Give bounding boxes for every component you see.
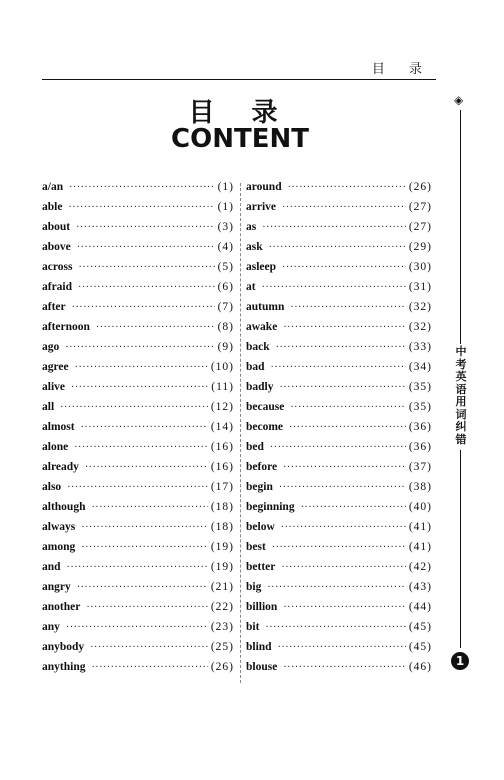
toc-entry: [246, 621, 432, 641]
dot-leader: [288, 182, 406, 193]
toc-entry: [246, 481, 432, 501]
toc-entry-page: (25): [210, 641, 234, 653]
dot-leader: [278, 642, 406, 653]
toc-entry-word: alone: [42, 441, 69, 453]
toc-entry-page: (22): [210, 601, 234, 613]
dot-leader: [91, 502, 207, 513]
dot-leader: [72, 302, 215, 313]
toc-entry: [246, 441, 432, 461]
toc-entry-word: above: [42, 241, 71, 253]
toc-entry-page: (33): [408, 341, 432, 353]
toc-entry: [246, 181, 432, 201]
dot-leader: [91, 662, 207, 673]
dot-leader: [60, 402, 208, 413]
dot-leader: [283, 462, 406, 473]
toc-entry-page: (21): [210, 581, 234, 593]
dot-leader: [69, 182, 214, 193]
dot-leader: [81, 522, 208, 533]
toc-entry-word: bit: [246, 621, 260, 633]
toc-entry-page: (35): [408, 381, 432, 393]
dot-leader: [75, 362, 208, 373]
toc-entry-page: (36): [408, 441, 432, 453]
dot-leader: [280, 382, 406, 393]
toc-entry: [42, 621, 234, 641]
column-divider: [240, 183, 241, 683]
toc-entry: [42, 481, 234, 501]
toc-entry-word: afraid: [42, 281, 73, 293]
dot-leader: [290, 302, 405, 313]
dot-leader: [85, 462, 208, 473]
toc-entry-word: anything: [42, 661, 86, 673]
dot-leader: [271, 362, 406, 373]
toc-entry-page: (32): [408, 321, 432, 333]
page-title-en: CONTENT: [171, 124, 309, 154]
toc-entry-word: begin: [246, 481, 273, 493]
toc-entry: [246, 661, 432, 681]
toc-entry: [246, 641, 432, 661]
toc-entry-page: (14): [210, 421, 234, 433]
toc-entry: [246, 381, 432, 401]
toc-entry-word: billion: [246, 601, 278, 613]
toc-entry: [42, 281, 234, 301]
toc-entry-word: any: [42, 621, 60, 633]
toc-entry: [42, 561, 234, 581]
dot-leader: [283, 602, 406, 613]
dot-leader: [290, 402, 405, 413]
toc-entry-page: (8): [217, 321, 234, 333]
dot-leader: [265, 622, 405, 633]
toc-entry: [42, 381, 234, 401]
toc-entry-page: (3): [217, 221, 234, 233]
toc-entry: [42, 241, 234, 261]
toc-entry: [42, 541, 234, 561]
dot-leader: [66, 622, 208, 633]
dot-leader: [279, 482, 406, 493]
dot-leader: [81, 542, 208, 553]
toc-entry-word: because: [246, 401, 285, 413]
toc-entry-page: (41): [408, 541, 432, 553]
dot-leader: [267, 582, 405, 593]
toc-entry-word: big: [246, 581, 262, 593]
toc-entry-word: badly: [246, 381, 274, 393]
toc-entry-word: almost: [42, 421, 75, 433]
toc-entry-word: asleep: [246, 261, 277, 273]
dot-leader: [281, 522, 406, 533]
toc-entry-page: (19): [210, 561, 234, 573]
toc-entry-word: ask: [246, 241, 263, 253]
toc-entry: [42, 661, 234, 681]
toc-entry-word: better: [246, 561, 276, 573]
toc-entry-page: (16): [210, 461, 234, 473]
toc-entry: [42, 221, 234, 241]
dot-leader: [283, 662, 406, 673]
toc-entry-word: after: [42, 301, 66, 313]
toc-entry-word: about: [42, 221, 71, 233]
toc-entry-word: able: [42, 201, 63, 213]
page-title-cn: 目 录: [188, 98, 292, 128]
dot-leader: [78, 262, 214, 273]
dot-leader: [76, 222, 214, 233]
toc-entry-page: (11): [211, 381, 234, 393]
toc-entry-word: although: [42, 501, 86, 513]
toc-entry-page: (23): [210, 621, 234, 633]
toc-entry: [42, 261, 234, 281]
toc-entry-page: (42): [408, 561, 432, 573]
toc-entry: [42, 401, 234, 421]
dot-leader: [269, 242, 406, 253]
toc-entry-word: always: [42, 521, 76, 533]
toc-entry: [42, 201, 234, 221]
toc-entry-page: (38): [408, 481, 432, 493]
toc-entry-page: (18): [210, 521, 234, 533]
dot-leader: [67, 562, 208, 573]
toc-entry-page: (16): [210, 441, 234, 453]
dot-leader: [71, 382, 208, 393]
dot-leader: [270, 442, 406, 453]
toc-entry-page: (36): [408, 421, 432, 433]
toc-entry: [42, 361, 234, 381]
toc-entry-page: (1): [217, 181, 234, 193]
toc-entry-page: (31): [408, 281, 432, 293]
toc-entry-word: blouse: [246, 661, 278, 673]
toc-entry-page: (9): [217, 341, 234, 353]
toc-entry-word: become: [246, 421, 284, 433]
toc-entry-page: (30): [408, 261, 432, 273]
toc-entry-word: as: [246, 221, 257, 233]
toc-entry-page: (45): [408, 641, 432, 653]
toc-entry: [246, 321, 432, 341]
toc-entry: [42, 421, 234, 441]
toc-entry: [246, 541, 432, 561]
dot-leader: [276, 342, 406, 353]
dot-leader: [77, 242, 215, 253]
side-rule-top: [460, 110, 461, 344]
toc-entry-page: (19): [210, 541, 234, 553]
dot-leader: [68, 202, 214, 213]
toc-entry-page: (7): [217, 301, 234, 313]
toc-entry: [42, 581, 234, 601]
dot-leader: [289, 422, 406, 433]
toc-entry-page: (44): [408, 601, 432, 613]
toc-entry: [42, 441, 234, 461]
toc-entry-page: (40): [408, 501, 432, 513]
toc-entry: [42, 341, 234, 361]
toc-entry-page: (34): [408, 361, 432, 373]
toc-entry-word: around: [246, 181, 282, 193]
toc-entry-word: afternoon: [42, 321, 90, 333]
toc-entry-page: (6): [217, 281, 234, 293]
toc-entry: [246, 401, 432, 421]
toc-right-column: [246, 181, 432, 681]
toc-entry: [246, 421, 432, 441]
toc-entry-word: another: [42, 601, 81, 613]
page-folio: 1: [451, 652, 469, 670]
toc-entry: [246, 221, 432, 241]
dot-leader: [262, 222, 406, 233]
toc-entry: [246, 581, 432, 601]
toc-entry: [42, 301, 234, 321]
running-head: 目 录: [371, 62, 432, 77]
toc-entry: [246, 561, 432, 581]
toc-entry-page: (18): [210, 501, 234, 513]
dot-leader: [281, 562, 405, 573]
toc-entry-page: (29): [408, 241, 432, 253]
dot-leader: [96, 322, 215, 333]
toc-entry-page: (26): [408, 181, 432, 193]
side-rule-bottom: [460, 450, 461, 648]
toc-entry: [246, 501, 432, 521]
toc-entry: [42, 601, 234, 621]
toc-entry: [42, 521, 234, 541]
toc-entry-page: (37): [408, 461, 432, 473]
dot-leader: [81, 422, 208, 433]
toc-entry-word: awake: [246, 321, 278, 333]
toc-entry-page: (45): [408, 621, 432, 633]
side-vertical-title: 中考英语用词纠错: [455, 345, 467, 446]
toc-entry: [42, 501, 234, 521]
toc-entry-word: all: [42, 401, 55, 413]
toc-entry-word: bad: [246, 361, 265, 373]
toc-entry-page: (12): [210, 401, 234, 413]
toc-entry-page: (17): [210, 481, 234, 493]
toc-entry-word: anybody: [42, 641, 85, 653]
dot-leader: [272, 542, 406, 553]
dot-leader: [74, 442, 208, 453]
toc-entry-word: arrive: [246, 201, 277, 213]
toc-entry-page: (43): [408, 581, 432, 593]
toc-entry: [246, 201, 432, 221]
toc-entry-page: (46): [408, 661, 432, 673]
toc-entry-word: agree: [42, 361, 69, 373]
toc-entry-page: (35): [408, 401, 432, 413]
toc-entry-word: autumn: [246, 301, 285, 313]
dot-leader: [86, 602, 207, 613]
side-rail: [451, 94, 471, 674]
toc-entry-page: (32): [408, 301, 432, 313]
toc-entry-word: below: [246, 521, 275, 533]
toc-entry-page: (5): [217, 261, 234, 273]
toc-entry-page: (41): [408, 521, 432, 533]
dot-leader: [67, 482, 208, 493]
toc-entry: [42, 321, 234, 341]
toc-entry-word: bed: [246, 441, 264, 453]
toc-entry-page: (1): [217, 201, 234, 213]
toc-entry-word: already: [42, 461, 79, 473]
toc-entry: [246, 281, 432, 301]
toc-entry-word: and: [42, 561, 61, 573]
toc-entry: [246, 301, 432, 321]
toc-entry-page: (27): [408, 221, 432, 233]
toc-entry-word: ago: [42, 341, 60, 353]
toc-entry: [246, 341, 432, 361]
toc-entry-word: beginning: [246, 501, 295, 513]
dot-leader: [77, 582, 208, 593]
toc-entry-word: among: [42, 541, 76, 553]
toc-entry-page: (10): [210, 361, 234, 373]
header-rule: [42, 79, 436, 80]
toc-entry: [246, 241, 432, 261]
toc-entry: [246, 521, 432, 541]
toc-entry-word: back: [246, 341, 270, 353]
toc-entry-page: (26): [210, 661, 234, 673]
toc-entry-word: a/an: [42, 181, 64, 193]
toc-entry-page: (27): [408, 201, 432, 213]
dot-leader: [283, 322, 406, 333]
dot-leader: [282, 202, 406, 213]
toc-entry-word: blind: [246, 641, 272, 653]
toc-left-column: [42, 181, 234, 681]
toc-entry-word: best: [246, 541, 266, 553]
toc-entry: [42, 181, 234, 201]
toc-entry-word: also: [42, 481, 62, 493]
dot-leader: [78, 282, 215, 293]
dot-leader: [301, 502, 406, 513]
toc-entry: [246, 261, 432, 281]
toc-entry: [246, 361, 432, 381]
dot-leader: [90, 642, 208, 653]
toc-entry: [42, 641, 234, 661]
diamond-ornament-icon: ◈: [454, 93, 464, 107]
toc-entry-word: before: [246, 461, 278, 473]
dot-leader: [262, 282, 406, 293]
toc-entry: [246, 461, 432, 481]
toc-entry-word: at: [246, 281, 256, 293]
toc-entry-word: alive: [42, 381, 65, 393]
toc-entry-page: (4): [217, 241, 234, 253]
toc-entry-word: across: [42, 261, 73, 273]
dot-leader: [282, 262, 406, 273]
dot-leader: [65, 342, 214, 353]
toc-entry: [42, 461, 234, 481]
toc-entry: [246, 601, 432, 621]
toc-entry-word: angry: [42, 581, 71, 593]
